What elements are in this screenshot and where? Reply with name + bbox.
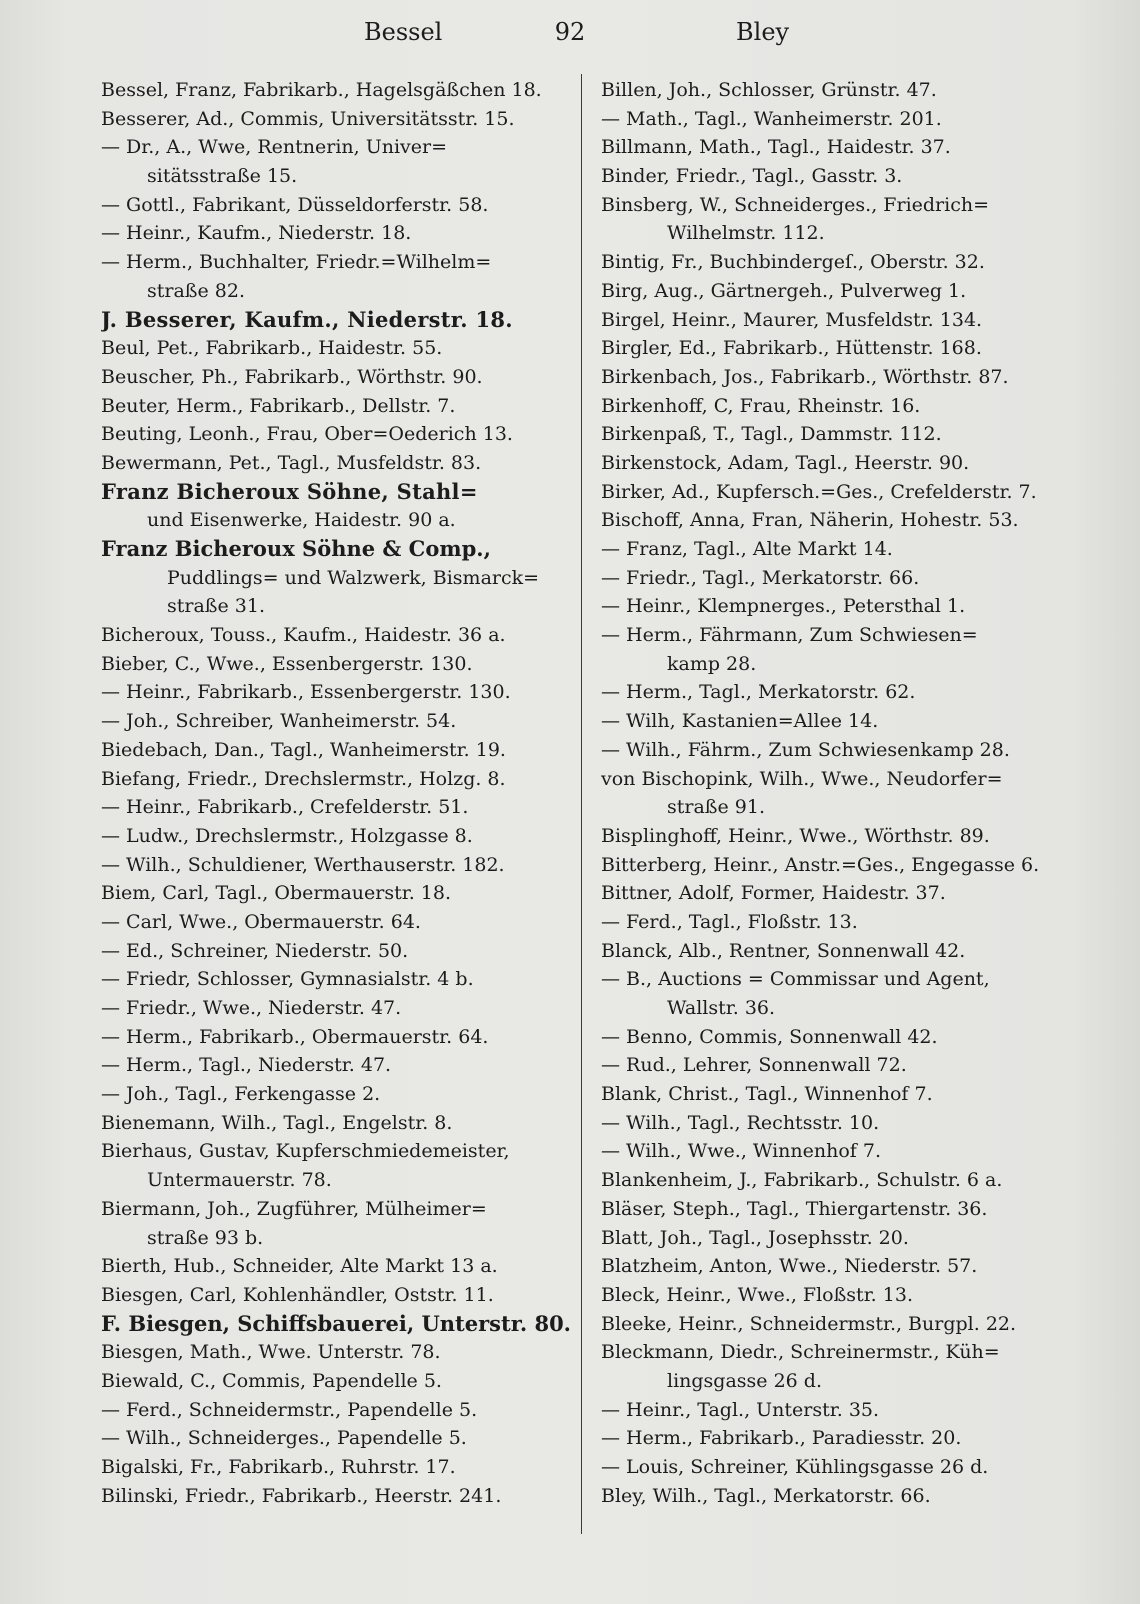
entry-line: — Herm., Fährmann, Zum Schwiesen= xyxy=(601,624,978,647)
entry-line: Bleeke, Heinr., Schneidermstr., Burgpl. 22. xyxy=(601,1312,1017,1335)
entry-line: Beuscher, Ph., Fabrikarb., Wörthstr. 90. xyxy=(101,365,483,388)
entry-line: Bieber, C., Wwe., Essenbergerstr. 130. xyxy=(101,652,473,675)
entry-line: Biefang, Friedr., Drechslermstr., Holzg. 8. xyxy=(101,767,506,790)
entry-line: — Louis, Schreiner, Kühlingsgasse 26 d. xyxy=(601,1456,989,1478)
entry-line: Biesgen, Carl, Kohlenhändler, Oststr. 11. xyxy=(101,1283,494,1306)
entry-line: Birg, Aug., Gärtnergeh., Pulverweg 1. xyxy=(601,279,967,302)
entry-line: Birgel, Heinr., Maurer, Musfeldstr. 134. xyxy=(601,308,983,331)
entry-line-bold: F. Biesgen, Schiffsbauerei, Unterstr. 80. xyxy=(101,1310,571,1336)
entry-line: Bley, Wilh., Tagl., Merkatorstr. 66. xyxy=(601,1484,931,1507)
entry-line: Biermann, Joh., Zugführer, Mülheimer= xyxy=(101,1197,487,1220)
entry-line: Beul, Pet., Fabrikarb., Haidestr. 55. xyxy=(101,337,443,360)
entry-continuation: straße 82. xyxy=(147,279,245,302)
entry-line: — Heinr., Kaufm., Niederstr. 18. xyxy=(101,222,412,245)
entry-line: Bleckmann, Diedr., Schreinermstr., Küh= xyxy=(601,1341,1000,1364)
entry-continuation: straße 31. xyxy=(167,595,265,618)
header-left-keyword: Bessel xyxy=(364,18,443,46)
entry-line: — Wilh., Wwe., Winnenhof 7. xyxy=(601,1140,881,1163)
entry-line: Beuter, Herm., Fabrikarb., Dellstr. 7. xyxy=(101,394,456,417)
entry-line: Blankenheim, J., Fabrikarb., Schulstr. 6 a. xyxy=(601,1169,1003,1192)
entry-line: Bierth, Hub., Schneider, Alte Markt 13 a. xyxy=(101,1255,498,1278)
entry-line: Blatzheim, Anton, Wwe., Niederstr. 57. xyxy=(601,1255,978,1278)
entry-line: Birkenpaß, T., Tagl., Dammstr. 112. xyxy=(601,423,942,446)
entry-line: Bintig, Fr., Buchbindergeſ., Oberstr. 32. xyxy=(601,251,985,274)
entry-line: Birkenhoff, C, Frau, Rheinstr. 16. xyxy=(601,394,921,417)
entry-line: Bitterberg, Heinr., Anstr.=Ges., Engegasse 6. xyxy=(601,853,1040,876)
entry-continuation: straße 91. xyxy=(667,796,765,819)
entry-continuation: Wilhelmstr. 112. xyxy=(667,222,825,245)
entry-line: — Ferd., Tagl., Floßstr. 13. xyxy=(601,910,858,933)
entry-continuation: Wallstr. 36. xyxy=(667,997,776,1019)
entry-line: Binsberg, W., Schneiderges., Friedrich= xyxy=(601,193,990,216)
entry-line: Biesgen, Math., Wwe. Unterstr. 78. xyxy=(101,1341,441,1364)
entry-line: Bicheroux, Touss., Kaufm., Haidestr. 36 a. xyxy=(101,624,506,647)
running-head xyxy=(0,14,1140,50)
entry-line: Bierhaus, Gustav, Kupferschmiedemeister, xyxy=(101,1140,510,1163)
entry-line: Bessel, Franz, Fabrikarb., Hagelsgäßchen 18. xyxy=(101,79,542,101)
entry-line: — Benno, Commis, Sonnenwall 42. xyxy=(601,1025,938,1048)
entry-continuation: straße 93 b. xyxy=(147,1226,264,1249)
entry-line: — Math., Tagl., Wanheimerstr. 201. xyxy=(601,107,942,130)
entry-line: Besserer, Ad., Commis, Universitätsstr. 15. xyxy=(101,107,515,130)
entry-line: Beuting, Leonh., Frau, Ober=Oederich 13. xyxy=(101,423,513,446)
entry-line: Birkenbach, Jos., Fabrikarb., Wörthstr. 87. xyxy=(601,365,1009,388)
entry-line: Bigalski, Fr., Fabrikarb., Ruhrstr. 17. xyxy=(101,1456,456,1478)
entry-line: — Wilh., Tagl., Rechtsstr. 10. xyxy=(601,1111,880,1134)
entry-line: — Heinr., Fabrikarb., Crefelderstr. 51. xyxy=(101,796,469,819)
entry-line: Billmann, Math., Tagl., Haidestr. 37. xyxy=(601,136,951,159)
entry-line: Bleck, Heinr., Wwe., Floßstr. 13. xyxy=(601,1283,913,1306)
entry-line: Biem, Carl, Tagl., Obermauerstr. 18. xyxy=(101,882,452,905)
entry-line: — Heinr., Klempnerges., Petersthal 1. xyxy=(601,595,966,618)
entry-line: — Joh., Tagl., Ferkengasse 2. xyxy=(101,1083,381,1106)
entry-line: Bilinski, Friedr., Fabrikarb., Heerstr. 241. xyxy=(101,1484,502,1507)
entry-line: Billen, Joh., Schlosser, Grünstr. 47. xyxy=(601,79,937,101)
right-column xyxy=(601,76,1071,1510)
column-divider xyxy=(581,74,582,1534)
left-column xyxy=(101,76,571,1510)
entry-line: von Bischopink, Wilh., Wwe., Neudorfer= xyxy=(601,767,1003,790)
entry-line: Bläser, Steph., Tagl., Thiergartenstr. 36. xyxy=(601,1197,988,1220)
entry-continuation: kamp 28. xyxy=(667,652,757,675)
page-number: 92 xyxy=(554,18,586,46)
entry-line: Bewermann, Pet., Tagl., Musfeldstr. 83. xyxy=(101,451,482,474)
entry-line: — Heinr., Fabrikarb., Essenbergerstr. 130. xyxy=(101,681,511,704)
entry-line: — Heinr., Tagl., Unterstr. 35. xyxy=(601,1398,880,1421)
entry-line: — Herm., Tagl., Merkatorstr. 62. xyxy=(601,681,916,704)
entry-line: — Wilh., Schneiderges., Papendelle 5. xyxy=(101,1427,467,1450)
entry-line: Birker, Ad., Kupfersch.=Ges., Crefelderstr. 7. xyxy=(601,480,1037,503)
entry-continuation: Untermauerstr. 78. xyxy=(147,1169,332,1192)
entry-line: — Herm., Fabrikarb., Obermauerstr. 64. xyxy=(101,1025,489,1048)
entry-line: — Wilh., Schuldiener, Werthauserstr. 182. xyxy=(101,853,505,876)
entry-line: — Rud., Lehrer, Sonnenwall 72. xyxy=(601,1054,907,1077)
entry-line: — Gottl., Fabrikant, Düsseldorferstr. 58. xyxy=(101,193,489,216)
entry-line: Blanck, Alb., Rentner, Sonnenwall 42. xyxy=(601,939,966,962)
entry-line-bold: Franz Bicheroux Söhne, Stahl= xyxy=(101,478,478,504)
entry-line-bold: J. Besserer, Kaufm., Niederstr. 18. xyxy=(101,306,513,332)
entry-line-bold: Franz Bicheroux Söhne & Comp., xyxy=(101,536,491,561)
entry-line: — Ludw., Drechslermstr., Holzgasse 8. xyxy=(101,824,473,847)
entry-line: Birkenstock, Adam, Tagl., Heerstr. 90. xyxy=(601,451,970,474)
entry-line: Biewald, C., Commis, Papendelle 5. xyxy=(101,1369,442,1392)
entry-line: Blatt, Joh., Tagl., Josephsstr. 20. xyxy=(601,1226,909,1249)
entry-line: Bisplinghoff, Heinr., Wwe., Wörthstr. 89. xyxy=(601,824,990,847)
entry-line: — Herm., Fabrikarb., Paradiesstr. 20. xyxy=(601,1427,962,1450)
entry-line: — Friedr., Wwe., Niederstr. 47. xyxy=(101,997,402,1019)
entry-continuation: sitätsstraße 15. xyxy=(147,165,298,188)
entry-line: Binder, Friedr., Tagl., Gasstr. 3. xyxy=(601,165,903,188)
entry-line: — Wilh, Kastanien=Allee 14. xyxy=(601,710,879,733)
entry-line: — Franz, Tagl., Alte Markt 14. xyxy=(601,538,893,560)
entry-line: — Herm., Buchhalter, Friedr.=Wilhelm= xyxy=(101,251,492,274)
header-right-keyword: Bley xyxy=(736,18,790,46)
entry-continuation: Puddlings= und Walzwerk, Bismarck= xyxy=(167,566,540,589)
entry-continuation: und Eisenwerke, Haidestr. 90 a. xyxy=(147,509,456,532)
entry-line: Biedebach, Dan., Tagl., Wanheimerstr. 19. xyxy=(101,738,506,761)
entry-line: — B., Auctions = Commissar und Agent, xyxy=(601,968,990,991)
entry-line: Bittner, Adolf, Former, Haidestr. 37. xyxy=(601,882,946,905)
entry-continuation: lingsgasse 26 d. xyxy=(667,1369,822,1392)
entry-line: — Dr., A., Wwe, Rentnerin, Univer= xyxy=(101,136,448,159)
entry-line: Birgler, Ed., Fabrikarb., Hüttenstr. 168. xyxy=(601,337,982,360)
entry-line: — Joh., Schreiber, Wanheimerstr. 54. xyxy=(101,710,457,733)
entry-line: — Ed., Schreiner, Niederstr. 50. xyxy=(101,939,409,962)
entry-line: Bienemann, Wilh., Tagl., Engelstr. 8. xyxy=(101,1111,453,1134)
entry-line: — Friedr, Schlosser, Gymnasialstr. 4 b. xyxy=(101,968,474,991)
entry-line: — Friedr., Tagl., Merkatorstr. 66. xyxy=(601,566,920,589)
entry-line: Bischoff, Anna, Fran, Näherin, Hohestr. 53. xyxy=(601,509,1019,532)
entry-line: — Herm., Tagl., Niederstr. 47. xyxy=(101,1054,392,1077)
entry-line: — Wilh., Fährm., Zum Schwiesenkamp 28. xyxy=(601,738,1010,761)
entry-line: — Carl, Wwe., Obermauerstr. 64. xyxy=(101,910,421,933)
entry-line: — Ferd., Schneidermstr., Papendelle 5. xyxy=(101,1398,478,1421)
entry-line: Blank, Christ., Tagl., Winnenhof 7. xyxy=(601,1083,933,1106)
